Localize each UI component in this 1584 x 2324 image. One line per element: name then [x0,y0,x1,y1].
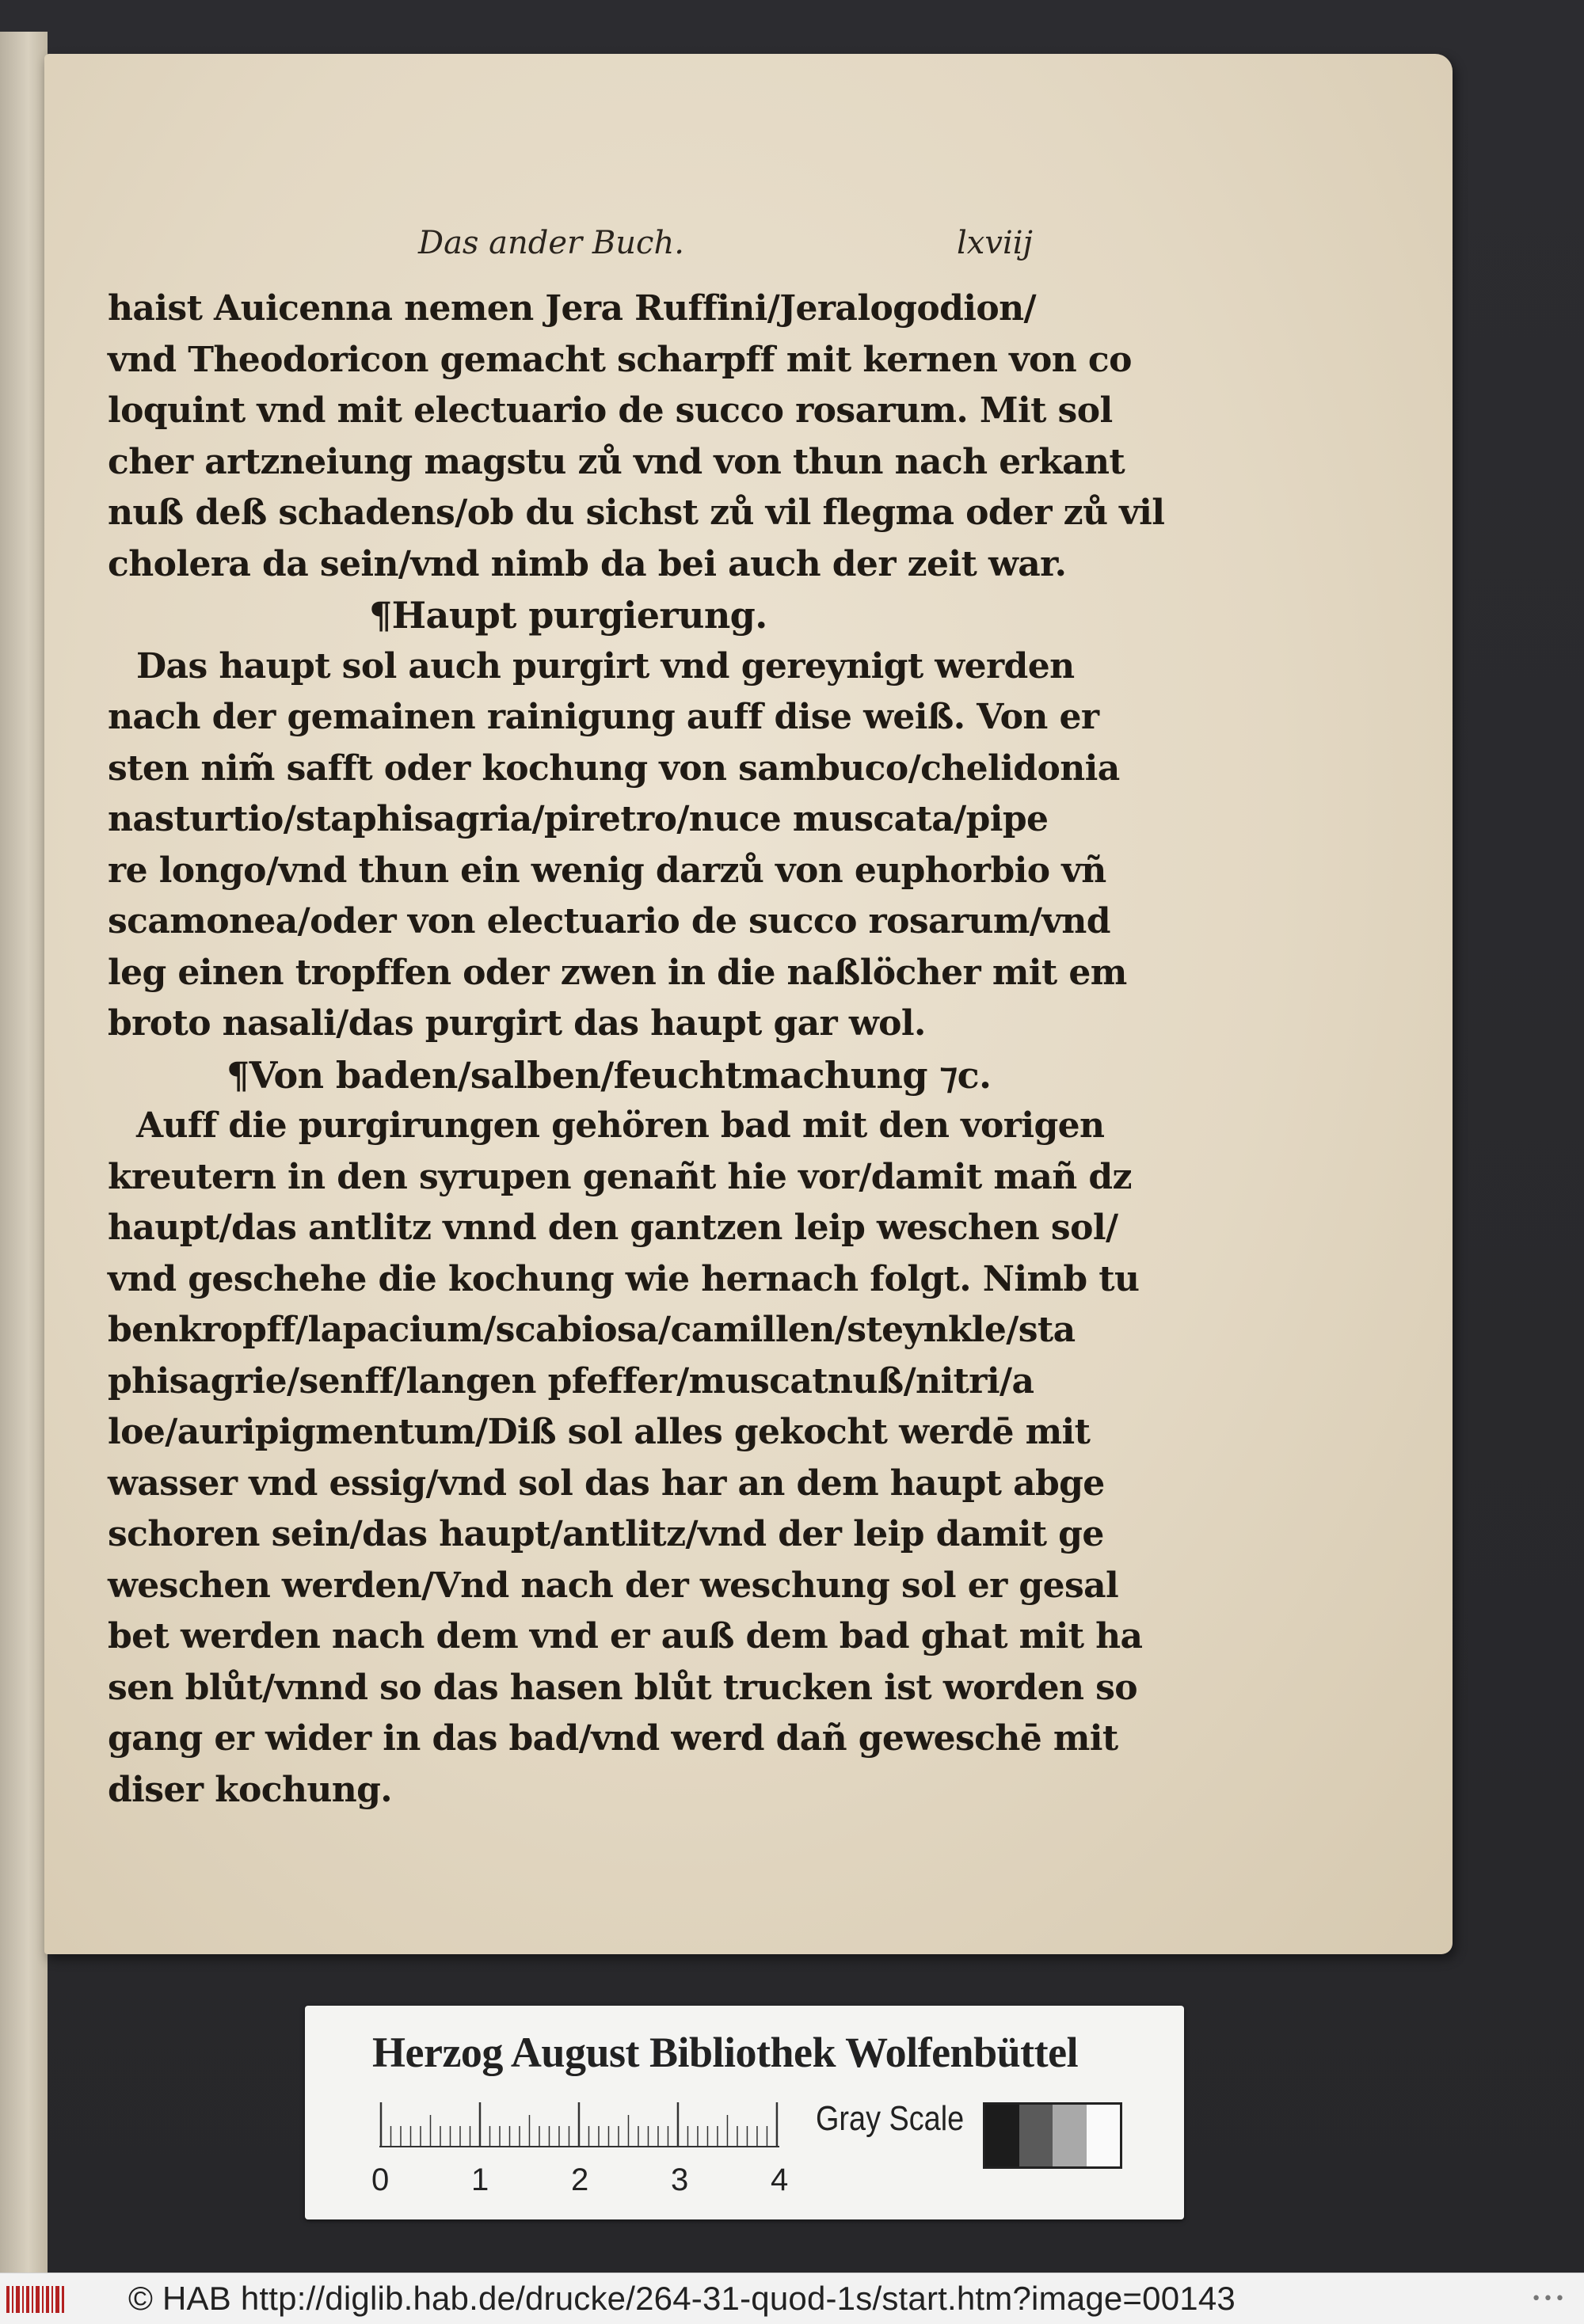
gray-scale-strip [983,2102,1122,2169]
gray-patch [1019,2105,1053,2166]
text-line: nuß deß schadens/ob du sichst zů vil flegma oder zů vil [108,493,1165,533]
text-line: cholera da sein/vnd nimb da bei auch der zeit war. [108,543,1067,584]
text-line: nasturtio/staphisagria/piretro/nuce muscata/pipe [108,799,1049,839]
gray-patch [985,2105,1019,2166]
text-line: gang er wider in das bad/vnd werd dañ geweschē mit [108,1718,1118,1759]
text-line: haist Auicenna nemen Jera Ruffini/Jeralogodion/ [108,288,1037,329]
text-line: wasser vnd essig/vnd sol das har an dem haupt abge [108,1462,1105,1504]
ruler-labels [368,2162,812,2199]
book-page [44,54,1453,1954]
gray-patch [1053,2105,1087,2166]
text-line: re longo/vnd thun ein wenig darzů von euphorbio vñ [108,850,1106,891]
text-line: Das haupt sol auch purgirt vnd gereynigt werden [136,645,1075,687]
text-line: broto nasali/das purgirt das haupt gar wol. [108,1003,926,1044]
text-line: diser kochung. [108,1769,393,1810]
text-line: sen blůt/vnnd so das hasen blůt trucken ist worden so [108,1667,1138,1708]
text-line: scamonea/oder von electuario de succo rosarum/vnd [108,901,1110,941]
text-line: loquint vnd mit electuario de succo rosarum. Mit sol [108,390,1113,431]
page-header [44,225,1453,272]
section-heading: ¶Von baden/salben/feuchtmachung ⁊c. [227,1053,992,1097]
text-line: kreutern in den syrupen genañt hie vor/damit mañ dz [108,1156,1132,1197]
text-line: leg einen tropffen oder zwen in die naßlöcher mit em [108,952,1127,993]
color-target-card [305,2006,1184,2219]
text-line: bet werden nach dem vnd er auß dem bad ghat mit ha [108,1616,1143,1656]
text-line: benkropff/lapacium/scabiosa/camillen/steynkle/sta [108,1310,1076,1350]
text-line: vnd geschehe die kochung wie hernach folgt. Nimb tu [108,1258,1140,1299]
text-line: weschen werden/Vnd nach der weschung sol er gesal [108,1565,1119,1606]
section-heading: ¶Haupt purgierung. [369,594,767,637]
ruler-label: 3 [671,2162,689,2197]
folio-number: lxviij [957,225,1033,261]
adjoining-page-edge [0,32,48,2324]
text-line: vnd Theodoricon gemacht scharpff mit kernen von co [108,339,1132,380]
copyright-url[interactable]: © HAB http://diglib.hab.de/drucke/264-31-quod-1s/start.htm?image=00143 [128,2280,1236,2317]
running-title: Das ander Buch. [418,225,684,261]
gray-patch [1087,2105,1121,2166]
library-name: Herzog August Bibliothek Wolfenbüttel [372,2029,1079,2076]
page-text [108,283,1248,1816]
text-line: sten nim̃ safft oder kochung von sambuco/chelidonia [108,747,1120,789]
scale-ruler [379,2101,783,2148]
ruler-label: 1 [471,2162,489,2197]
gray-scale-label: Gray Scale [816,2099,965,2138]
text-line: haupt/das antlitz vnnd den gantzen leip weschen sol/ [108,1208,1118,1248]
text-line: Auff die purgirungen gehören bad mit den vorigen [136,1105,1105,1146]
ruler-label: 4 [771,2162,789,2197]
ruler-label: 0 [371,2162,390,2197]
more-icon[interactable]: ••• [1531,2289,1567,2309]
ruler-label: 2 [571,2162,589,2197]
text-line: schoren sein/das haupt/antlitz/vnd der leip damit ge [108,1514,1104,1554]
hab-barcode-icon [5,2283,68,2316]
footer-bar [0,2273,1584,2324]
text-line: loe/auripigmentum/Diß sol alles gekocht werdē mit [108,1412,1091,1452]
text-line: cher artzneiung magstu zů vnd von thun nach erkant [108,441,1125,482]
text-line: phisagrie/senff/langen pfeffer/muscatnuß/nitri/a [108,1360,1034,1402]
text-line: nach der gemainen rainigung auff dise weiß. Von er [108,697,1099,737]
